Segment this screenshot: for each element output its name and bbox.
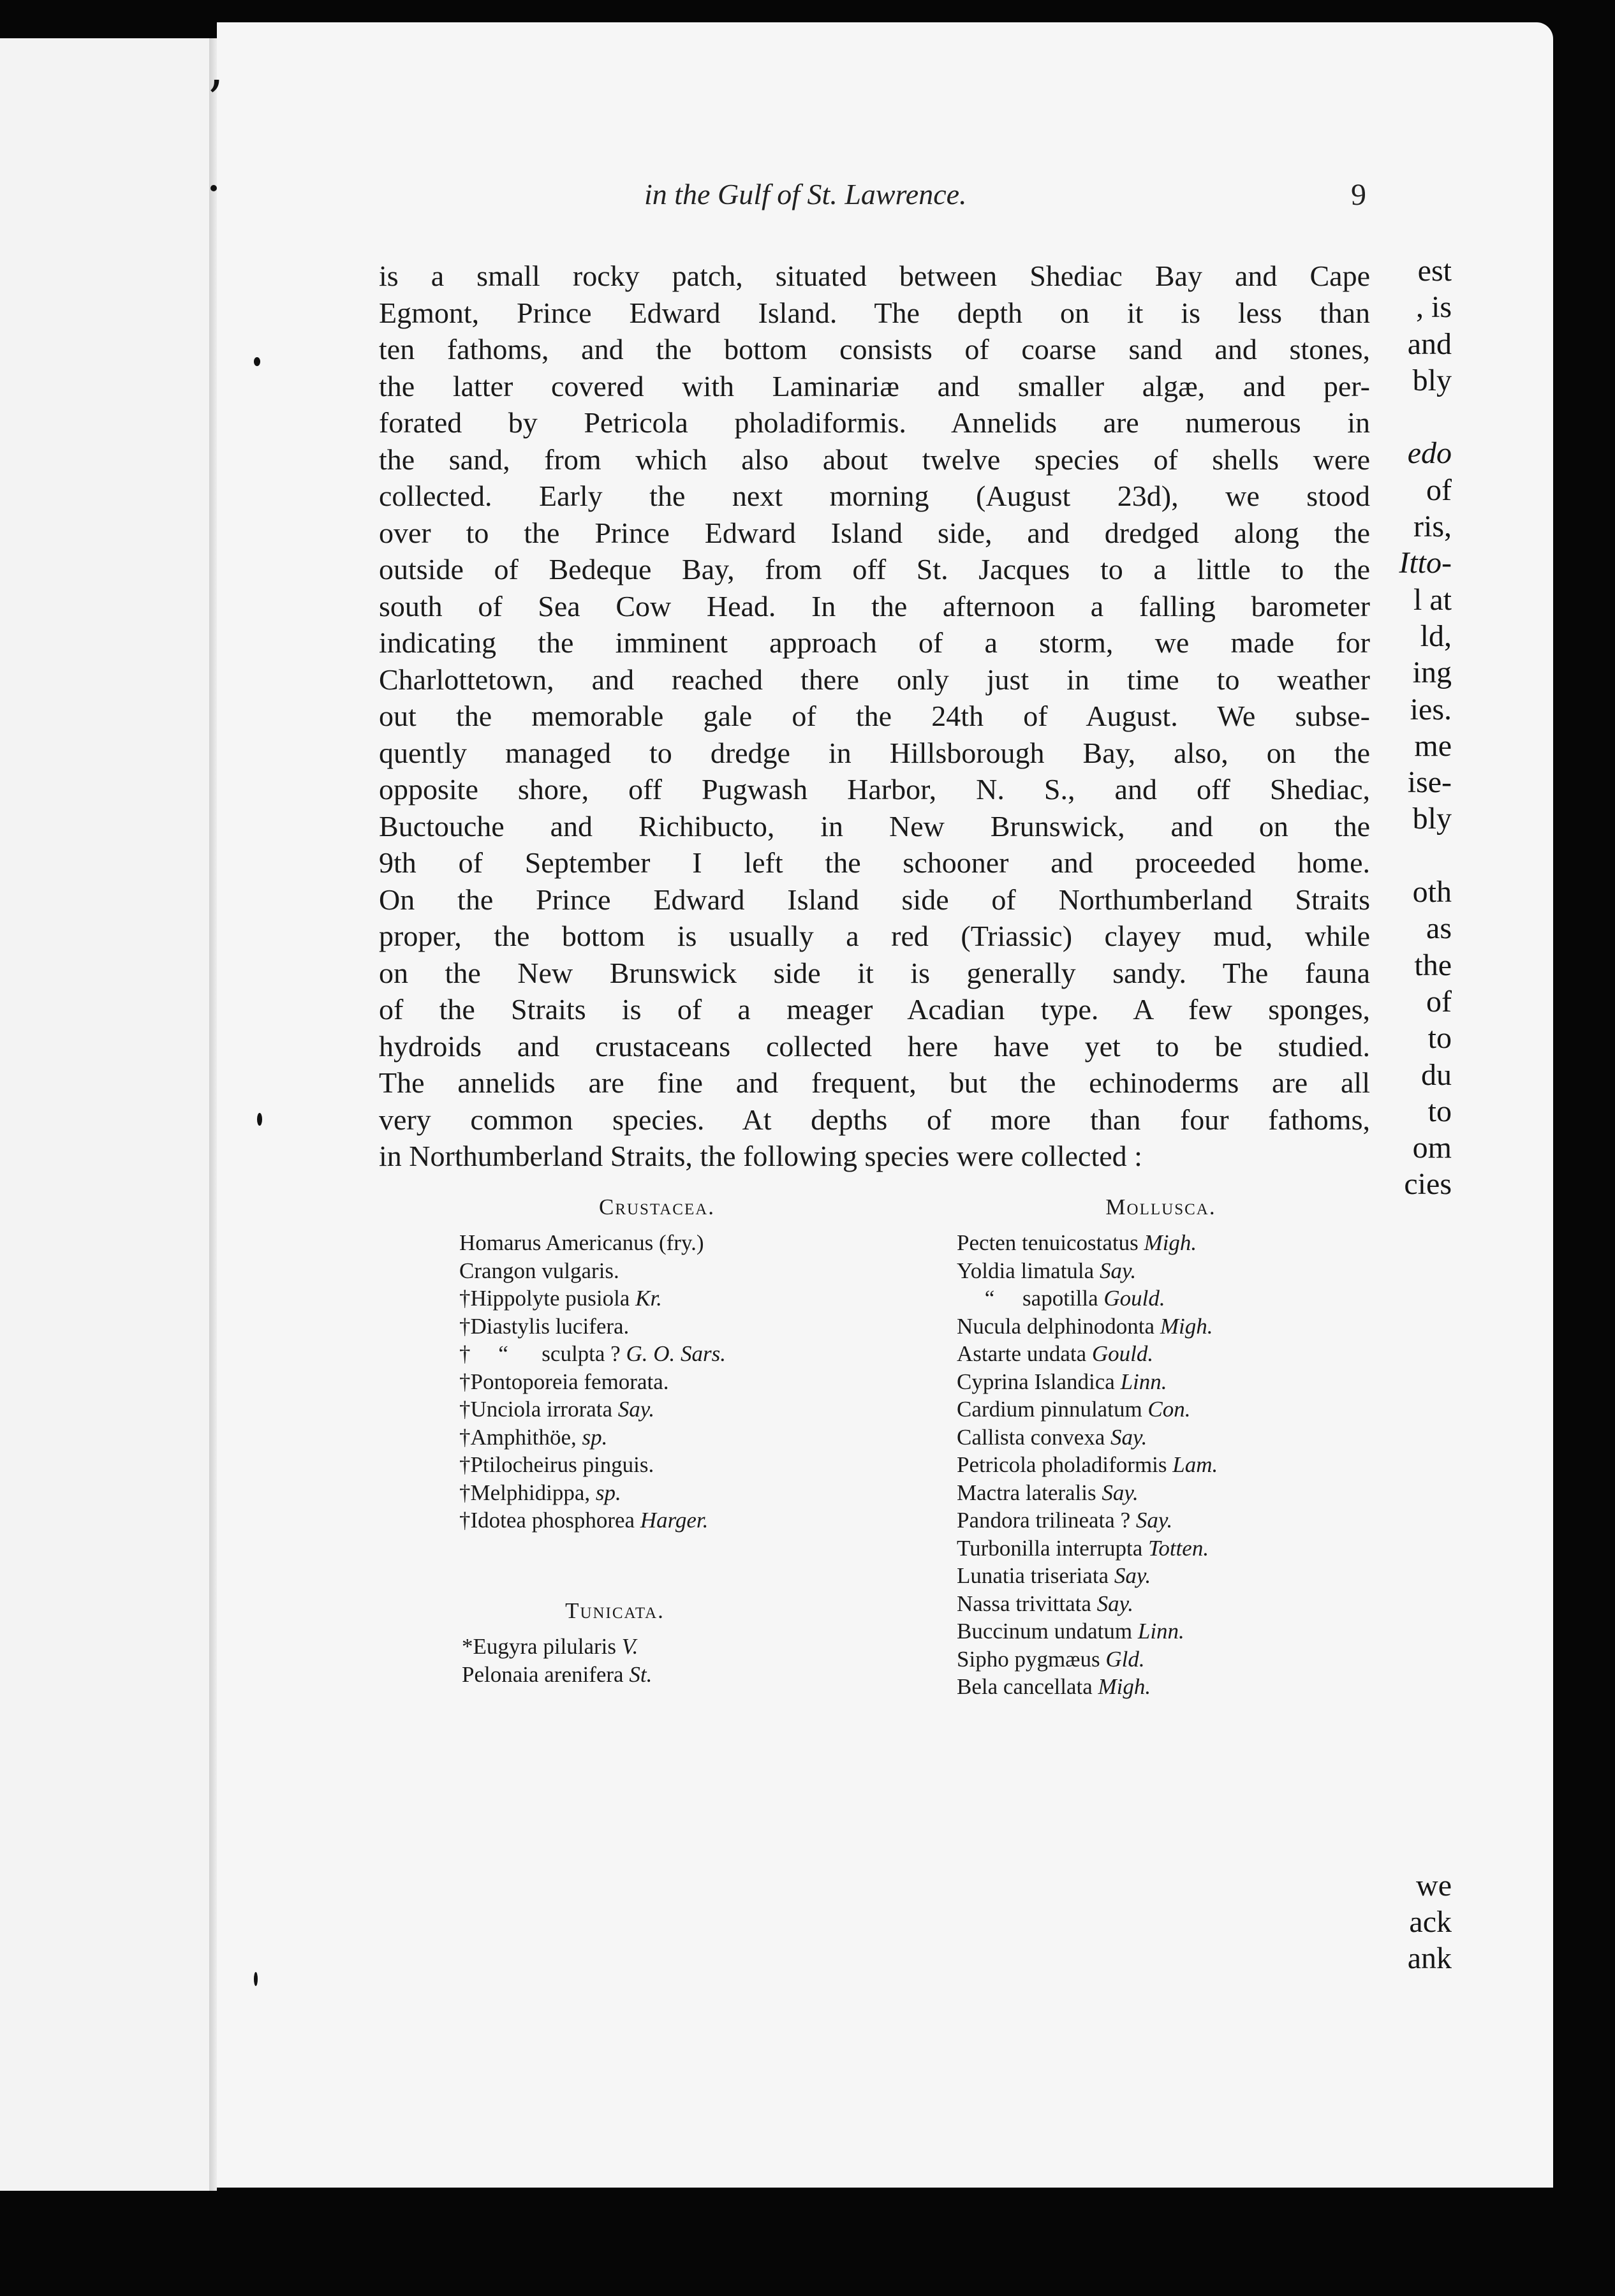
species-author: Say. [1114,1563,1151,1588]
species-author: Say. [617,1397,655,1422]
body-line: very common species. At depths of more than four fathoms, [379,1103,1370,1136]
species-entry [459,1313,855,1341]
body-line: over to the Prince Edward Island side, and dredged along the [379,516,1370,549]
mollusca-heading: Mollusca. [1105,1195,1216,1219]
species-name: †Ptilocheirus pinguis. [459,1452,654,1477]
species-entry [459,1257,855,1285]
species-name: Callista convexa [957,1424,1105,1450]
species-author: Say. [1110,1424,1147,1450]
body-line: outside of Bedeque Bay, from off St. Jacques to a little to the [379,553,1370,585]
species-author: V. [621,1634,638,1659]
species-name: Pandora trilineata ? [957,1508,1131,1533]
species-name: Lunatia triseriata [957,1563,1109,1588]
species-entry [957,1562,1365,1590]
species-entry [459,1284,855,1313]
left-page-fragment: the [1414,948,1452,982]
species-author: Gould. [1091,1341,1154,1366]
left-page-fragment: as [1426,911,1452,946]
page-number: 9 [1351,178,1366,212]
species-entry [957,1590,1365,1618]
left-page-fragment: we [1416,1869,1452,1902]
body-line: collected. Early the next morning (August 23d), we stood [379,480,1370,512]
species-name: Homarus Americanus (fry.) [459,1230,704,1255]
species-author: Migh. [1144,1230,1197,1255]
species-author: Migh. [1098,1674,1151,1699]
species-name: Sipho pygmæus [957,1646,1100,1672]
left-page-fragment: ies. [1410,692,1452,726]
left-page-fragment: of [1426,984,1452,1019]
body-line: the latter covered with Laminariæ and smaller algæ, and per- [379,369,1370,402]
species-entry [957,1368,1365,1396]
page-gutter [209,38,217,2191]
crustacea-heading: Crustacea. [598,1195,716,1219]
left-page-fragment: ing [1412,656,1452,690]
running-title: in the Gulf of St. Lawrence. [644,178,967,210]
species-entry [459,1340,855,1368]
body-paragraph [379,258,1370,1175]
left-page-fragment: , is [1415,290,1452,325]
species-name: †Melphidippa, [459,1480,591,1505]
body-line: out the memorable gale of the 24th of August. We subse- [379,700,1370,732]
species-name: Buccinum undatum [957,1619,1133,1644]
species-name: †Idotea phosphorea [459,1508,635,1533]
species-author: St. [629,1661,653,1687]
left-page-fragment: bly [1412,802,1452,836]
left-page-fragment: est [1417,254,1452,288]
body-line: in Northumberland Straits, the following species were collected : [379,1140,1142,1172]
body-line: Egmont, Prince Edward Island. The depth on it is less than [379,296,1370,329]
species-entry [462,1661,768,1689]
species-name: Petricola pholadiformis [957,1452,1167,1477]
species-name: Yoldia limatula [957,1258,1095,1283]
species-author: Gld. [1105,1646,1145,1672]
body-line: on the New Brunswick side it is generally sandy. The fauna [379,956,1370,989]
species-name: † “ sculpta ? [459,1341,621,1366]
species-author: Kr. [635,1286,662,1311]
body-line: the sand, from which also about twelve species of shells were [379,443,1370,476]
body-line: Buctouche and Richibucto, in New Brunswick, and on the [379,809,1370,843]
body-line: The annelids are fine and frequent, but the echinoderms are all [379,1066,1370,1099]
species-entry [957,1395,1365,1424]
species-entry [957,1284,1365,1313]
left-page-fragment: me [1414,728,1452,763]
binding-mark: ʼ [205,70,222,129]
species-name: Crangon vulgaris. [459,1258,619,1283]
species-author: Gould. [1103,1286,1165,1311]
left-page-text-bottom [1408,1867,1452,1976]
species-entry [957,1673,1365,1701]
species-name: Cardium pinnulatum [957,1397,1142,1422]
species-entry [957,1257,1365,1285]
speck [257,1113,262,1126]
body-line: 9th of September I left the schooner and proceeded home. [379,846,1370,879]
left-page-text [1399,253,1452,1203]
species-name: Mactra lateralis [957,1480,1096,1505]
body-line: is a small rocky patch, situated between Shediac Bay and Cape [379,260,1370,292]
species-author: G. O. Sars. [626,1341,726,1366]
species-author: sp. [595,1480,621,1505]
body-line: On the Prince Edward Island side of Northumberland Straits [379,883,1370,916]
species-author: Say. [1102,1480,1139,1505]
species-entry [459,1368,855,1396]
species-name: Pelonaia arenifera [462,1661,624,1687]
species-author: Totten. [1148,1535,1209,1561]
species-author: Say. [1099,1258,1137,1283]
species-entry [957,1340,1365,1368]
species-entry [957,1645,1365,1674]
left-page-fragment: om [1412,1131,1452,1165]
species-author: Con. [1147,1397,1191,1422]
left-page-fragment: ise- [1407,765,1452,800]
left-page-fragment: ris, [1413,510,1452,544]
species-author: Say. [1096,1591,1134,1616]
left-page-fragment: ank [1407,1941,1452,1975]
species-entry [459,1506,855,1534]
species-author: Migh. [1160,1313,1213,1339]
tunicata-list [462,1598,768,1688]
species-name: *Eugyra pilularis [462,1634,617,1659]
species-entry [957,1506,1365,1534]
species-entry [957,1229,1365,1257]
species-name: “ sapotilla [957,1286,1098,1311]
species-entry [459,1479,855,1507]
left-page-fragment: to [1427,1094,1452,1128]
species-name: †Diastylis lucifera. [459,1313,630,1339]
mollusca-list [957,1195,1365,1701]
tunicata-heading: Tunicata. [565,1598,665,1623]
crustacea-list [459,1195,855,1534]
body-line: of the Straits is of a meager Acadian type. A few sponges, [379,993,1370,1026]
left-page-fragment: cies [1404,1167,1452,1202]
body-line: proper, the bottom is usually a red (Triassic) clayey mud, while [379,920,1370,952]
species-author: Linn. [1120,1369,1167,1394]
left-page-fragment [1399,837,1452,874]
left-page-fragment: and [1407,327,1452,361]
species-name: Nassa trivittata [957,1591,1091,1616]
species-entry [957,1313,1365,1341]
species-name: Bela cancellata [957,1674,1093,1699]
left-page-fragment: ld, [1420,619,1452,653]
body-line: opposite shore, off Pugwash Harbor, N. S., and off Shediac, [379,773,1370,806]
species-entry [459,1395,855,1424]
species-name: Pecten tenuicostatus [957,1230,1139,1255]
body-line: forated by Petricola pholadiformis. Annelids are numerous in [379,406,1370,439]
body-line: Charlottetown, and reached there only just in time to weather [379,663,1370,696]
left-page-fragment: to [1427,1021,1452,1056]
body-line: quently managed to dredge in Hillsborough Bay, also, on the [379,736,1370,769]
body-line: ten fathoms, and the bottom consists of coarse sand and stones, [379,333,1370,365]
species-name: †Hippolyte pusiola [459,1286,630,1311]
species-name: Nucula delphinodonta [957,1313,1155,1339]
left-page-fragment: of [1426,473,1452,507]
species-entry [459,1424,855,1452]
left-page-fragment: ack [1409,1905,1452,1939]
species-author: Say. [1135,1508,1173,1533]
species-entry [957,1534,1365,1563]
species-author: Lam. [1172,1452,1218,1477]
left-page-fragment: Itto- [1399,546,1452,580]
species-name: Cyprina Islandica [957,1369,1115,1394]
left-page-fragment: edo [1407,436,1452,471]
body-line: hydroids and crustaceans collected here have yet to be studied. [379,1029,1370,1063]
species-name: Astarte undata [957,1341,1087,1366]
species-author: Harger. [640,1508,709,1533]
species-name: †Pontoporeia femorata. [459,1369,669,1394]
left-page-fragment [1399,399,1452,435]
species-name: †Unciola irrorata [459,1397,613,1422]
speck [210,185,217,191]
body-line: south of Sea Cow Head. In the afternoon a falling barometer [379,589,1370,622]
body-line: indicating the imminent approach of a storm, we made for [379,626,1370,659]
species-author: Linn. [1137,1619,1184,1644]
species-entry [462,1633,768,1661]
speck [254,357,260,366]
species-author: sp. [582,1424,608,1450]
species-name: †Amphithöe, [459,1424,577,1450]
species-name: Turbonilla interrupta [957,1535,1143,1561]
speck [254,1972,258,1986]
left-page-fragment: du [1421,1057,1452,1092]
species-entry [957,1617,1365,1645]
species-entry [459,1451,855,1479]
left-page-fragment: l at [1413,582,1452,617]
left-page [0,38,209,2191]
left-page-fragment: oth [1412,875,1452,909]
species-entry [957,1479,1365,1507]
species-entry [957,1451,1365,1479]
left-page-fragment: bly [1412,363,1452,397]
species-entry [957,1424,1365,1452]
species-entry [459,1229,855,1257]
